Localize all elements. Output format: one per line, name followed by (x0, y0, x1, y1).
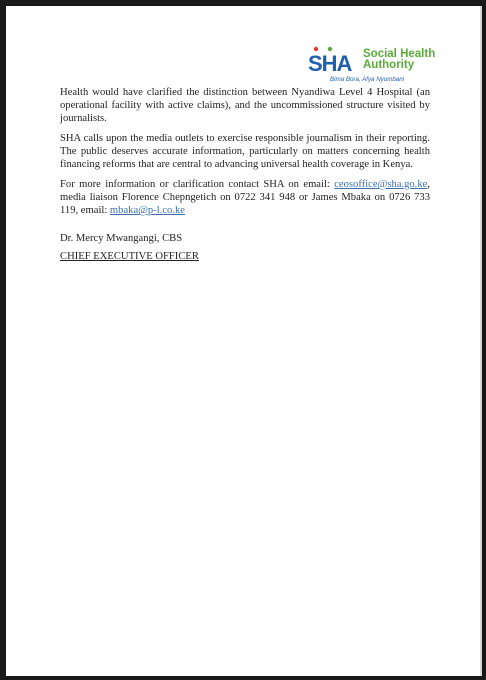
logo-organization-name (363, 49, 435, 71)
signatory-name: Dr. Mercy Mwangangi, CBS (60, 233, 183, 244)
media-email-link[interactable]: mbaka@p-l.co.ke (109, 205, 185, 216)
logo-name-line1: Social Health (363, 48, 436, 60)
signatory-title: CHIEF EXECUTIVE OFFICER (60, 251, 199, 262)
ceo-email-link[interactable]: ceosoffice@sha.go.ke (334, 179, 428, 190)
svg-text:SHA: SHA (308, 51, 352, 76)
letter-body (60, 86, 430, 224)
sha-logo-mark-icon (308, 46, 364, 76)
contact-text-1: For more information or clarification contact SHA on email: (60, 179, 335, 190)
document-page (6, 6, 482, 676)
logo-name-line2: Authority (363, 59, 415, 71)
logo-tagline: Bima Bora, Afya Nyumbani (330, 76, 405, 83)
paragraph-contact (60, 178, 430, 217)
sha-logo (308, 46, 458, 88)
paragraph-media-call: SHA calls upon the media outlets to exercise responsible journalism in their reporting. The public deserves accurate information, particularly on matters concerning health financing reforms that are central to advancing universal health coverage in Kenya. (60, 133, 430, 170)
contact-text-2: , media liaison Florence Chepngetich on 0722 341 948 or James Mbaka on 0726 733 119, email: (60, 179, 430, 216)
paragraph-clarification: Health would have clarified the distinction between Nyandiwa Level 4 Hospital (an operational facility with active claims), and the uncommissioned structure visited by journalists. (60, 87, 430, 124)
